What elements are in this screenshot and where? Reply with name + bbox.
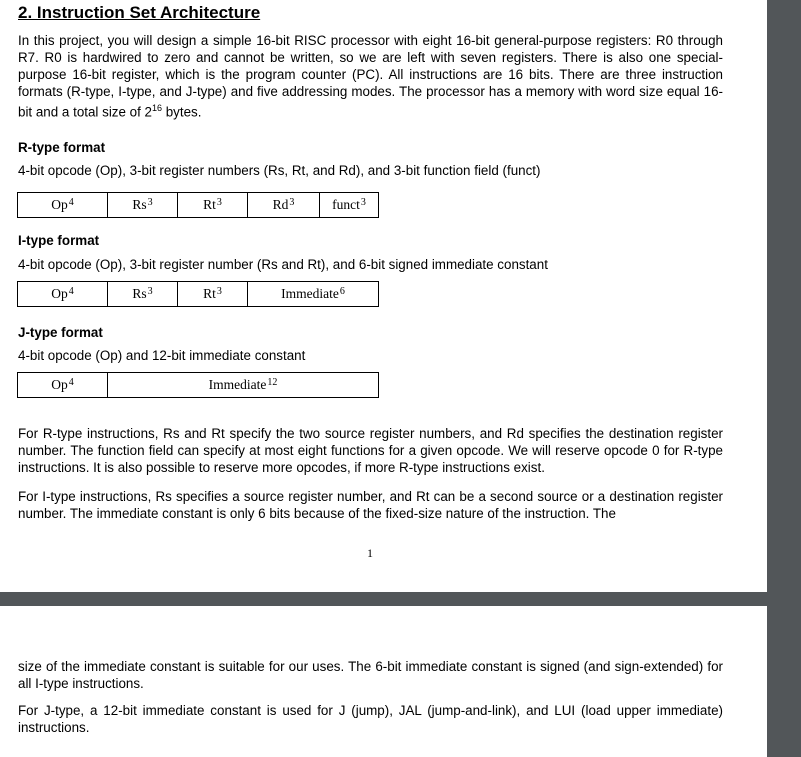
rtype-format-table bbox=[17, 192, 379, 218]
page-number: 1 bbox=[367, 546, 373, 560]
itype-paragraph: For I-type instructions, Rs specifies a source register number, and Rt can be a second source or a destination register number. The immediate constant is only 6 bits because of the fixed-size nature of the instruction. The bbox=[18, 489, 723, 521]
itype-format-table bbox=[17, 281, 379, 307]
itype-description: 4-bit opcode (Op), 3-bit register number (Rs and Rt), and 6-bit signed immediate constant bbox=[18, 257, 548, 272]
itype-heading: I-type format bbox=[18, 233, 100, 248]
intro-end: bytes. bbox=[162, 104, 202, 120]
jtype-paragraph: For J-type, a 12-bit immediate constant is used for J (jump), JAL (jump-and-link), and LUI (load upper immediate) instructions. bbox=[18, 703, 723, 735]
intro-pow-exp: 16 bbox=[152, 103, 163, 113]
itype-field-rs: Rs $^3$ bbox=[108, 282, 178, 306]
intro-paragraph bbox=[18, 32, 723, 120]
intro-text: In this project, you will design a simple 16-bit RISC processor with eight 16-bit general-purpose registers: R0 through R7. R0 is hardwired to zero and cannot be written, so we are left with seven registers. There is also one special-purpose 16-bit register, which is the program counter (PC). All instructions are 16 bits. There are three instruction formats (R-type, I-type, and J-type) and five addressing modes. The processor has a memory with word size equal 16-bit and a total size of bbox=[18, 33, 723, 120]
itype-field-immediate: Immediate $^6$ bbox=[281, 285, 345, 301]
rtype-paragraph: For R-type instructions, Rs and Rt specify the two source register numbers, and Rd specifies the destination register number. The function field can specify at most eight functions for a given opcode. We will reserve opcode 0 for R-type instructions. It is also possible to reserve more opcodes, if more R-type instructions exist. bbox=[18, 426, 723, 475]
itype-field-op: Op $^4$ bbox=[18, 282, 108, 306]
section-title: 2. Instruction Set Architecture bbox=[18, 3, 261, 22]
itype-continuation: size of the immediate constant is suitable for our uses. The 6-bit immediate constant is signed (and sign-extended) for all I-type instructions. bbox=[18, 659, 723, 691]
rtype-heading: R-type format bbox=[18, 140, 106, 155]
rtype-field-rt: Rt $^3$ bbox=[178, 193, 248, 217]
rtype-description: 4-bit opcode (Op), 3-bit register numbers (Rs, Rt, and Rd), and 3-bit function field (funct) bbox=[18, 163, 541, 178]
jtype-heading: J-type format bbox=[18, 325, 103, 340]
page-gap bbox=[0, 592, 768, 606]
jtype-format-table bbox=[17, 372, 379, 398]
itype-field-rt: Rt $^3$ bbox=[178, 282, 248, 306]
intro-pow-base: 2 bbox=[144, 104, 152, 120]
jtype-field-immediate: Immediate $^{12}$ bbox=[208, 376, 278, 392]
jtype-description: 4-bit opcode (Op) and 12-bit immediate constant bbox=[18, 348, 306, 363]
rtype-field-op: Op $^4$ bbox=[18, 193, 108, 217]
pdf-page-2 bbox=[0, 606, 768, 757]
viewer-scrollbar-track[interactable] bbox=[767, 0, 801, 757]
rtype-field-funct: funct $^3$ bbox=[332, 196, 366, 212]
jtype-field-op: Op $^4$ bbox=[18, 373, 108, 397]
rtype-field-rs: Rs $^3$ bbox=[108, 193, 178, 217]
rtype-field-rd: Rd $^3$ bbox=[248, 193, 320, 217]
